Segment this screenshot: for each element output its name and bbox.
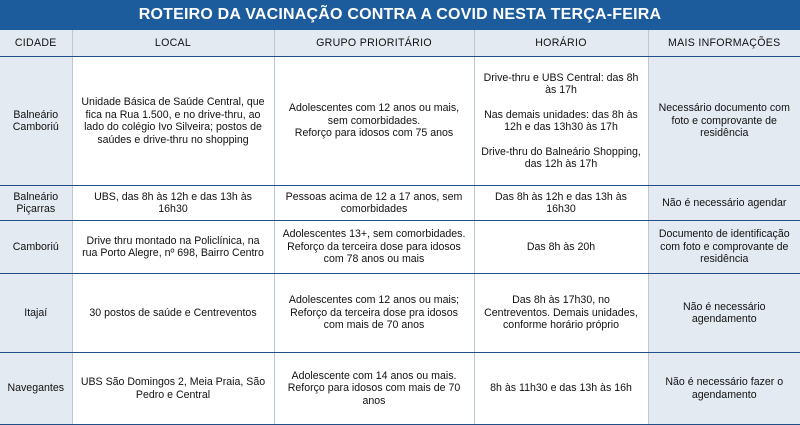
horario-line: Drive-thru e UBS Central: das 8h às 17h <box>483 71 639 96</box>
table-row <box>0 353 800 425</box>
cell-grupo <box>274 57 474 186</box>
grupo-line: Reforço para idosos com 75 anos <box>294 127 454 140</box>
horario-line: Nas demais unidades: das 8h às 12h e das 13h30 às 17h <box>484 108 638 133</box>
cell-horario: 8h às 11h30 e das 13h às 16h <box>474 353 648 425</box>
cell-cidade: Itajaí <box>0 274 72 353</box>
cell-horario: Das 8h às 17h30, no Centreventos. Demais unidades, conforme horário próprio <box>474 274 648 353</box>
table-row <box>0 57 800 186</box>
cell-cidade: Balneário Camboriú <box>0 57 72 186</box>
cell-local: 30 postos de saúde e Centreventos <box>72 274 274 353</box>
cell-local: Unidade Básica de Saúde Central, que fica na Rua 1.500, e no drive-thru, ao lado do colégio Ivo Silveira; postos de saúdes e drive-thru no shopping <box>72 57 274 186</box>
page-title: ROTEIRO DA VACINAÇÃO CONTRA A COVID NESTA TERÇA-FEIRA <box>0 0 800 30</box>
cell-grupo: Adolescente com 14 anos ou mais. Reforço para idosos com mais de 70 anos <box>274 353 474 425</box>
cell-cidade: Navegantes <box>0 353 72 425</box>
cell-info: Não é necessário agendamento <box>648 274 800 353</box>
grupo-line: Adolescentes com 12 anos ou mais, sem comorbidades. <box>288 102 460 127</box>
cell-horario: Das 8h às 12h e das 13h às 16h30 <box>474 186 648 221</box>
cell-cidade: Camboriú <box>0 221 72 274</box>
cell-cidade: Balneário Piçarras <box>0 186 72 221</box>
header-horario: HORÁRIO <box>474 30 648 57</box>
cell-grupo: Pessoas acima de 12 a 17 anos, sem comorbidades <box>274 186 474 221</box>
horario-line: Drive-thru do Balneário Shopping, das 12h às 17h <box>481 145 641 170</box>
cell-grupo: Adolescentes com 12 anos ou mais; Reforço da terceira dose pra idosos com mais de 70 anos <box>274 274 474 353</box>
cell-info: Não é necessário agendar <box>648 186 800 221</box>
schedule-table <box>0 30 800 425</box>
cell-info: Documento de identificação com foto e comprovante de residência <box>648 221 800 274</box>
cell-local: UBS São Domingos 2, Meia Praia, São Pedro e Central <box>72 353 274 425</box>
cell-local: Drive thru montado na Policlínica, na rua Porto Alegre, nº 698, Bairro Centro <box>72 221 274 274</box>
cell-grupo: Adolescentes 13+, sem comorbidades. Reforço da terceira dose para idosos com 78 anos ou mais <box>274 221 474 274</box>
header-info: MAIS INFORMAÇÕES <box>648 30 800 57</box>
cell-info: Necessário documento com foto e comprovante de residência <box>648 57 800 186</box>
table-row <box>0 221 800 274</box>
table-row <box>0 186 800 221</box>
cell-horario <box>474 57 648 186</box>
header-cidade: CIDADE <box>0 30 72 57</box>
cell-horario: Das 8h às 20h <box>474 221 648 274</box>
table-row <box>0 274 800 353</box>
header-grupo: GRUPO PRIORITÁRIO <box>274 30 474 57</box>
cell-info: Não é necessário fazer o agendamento <box>648 353 800 425</box>
header-local: LOCAL <box>72 30 274 57</box>
table-header-row <box>0 30 800 57</box>
cell-local: UBS, das 8h às 12h e das 13h às 16h30 <box>72 186 274 221</box>
